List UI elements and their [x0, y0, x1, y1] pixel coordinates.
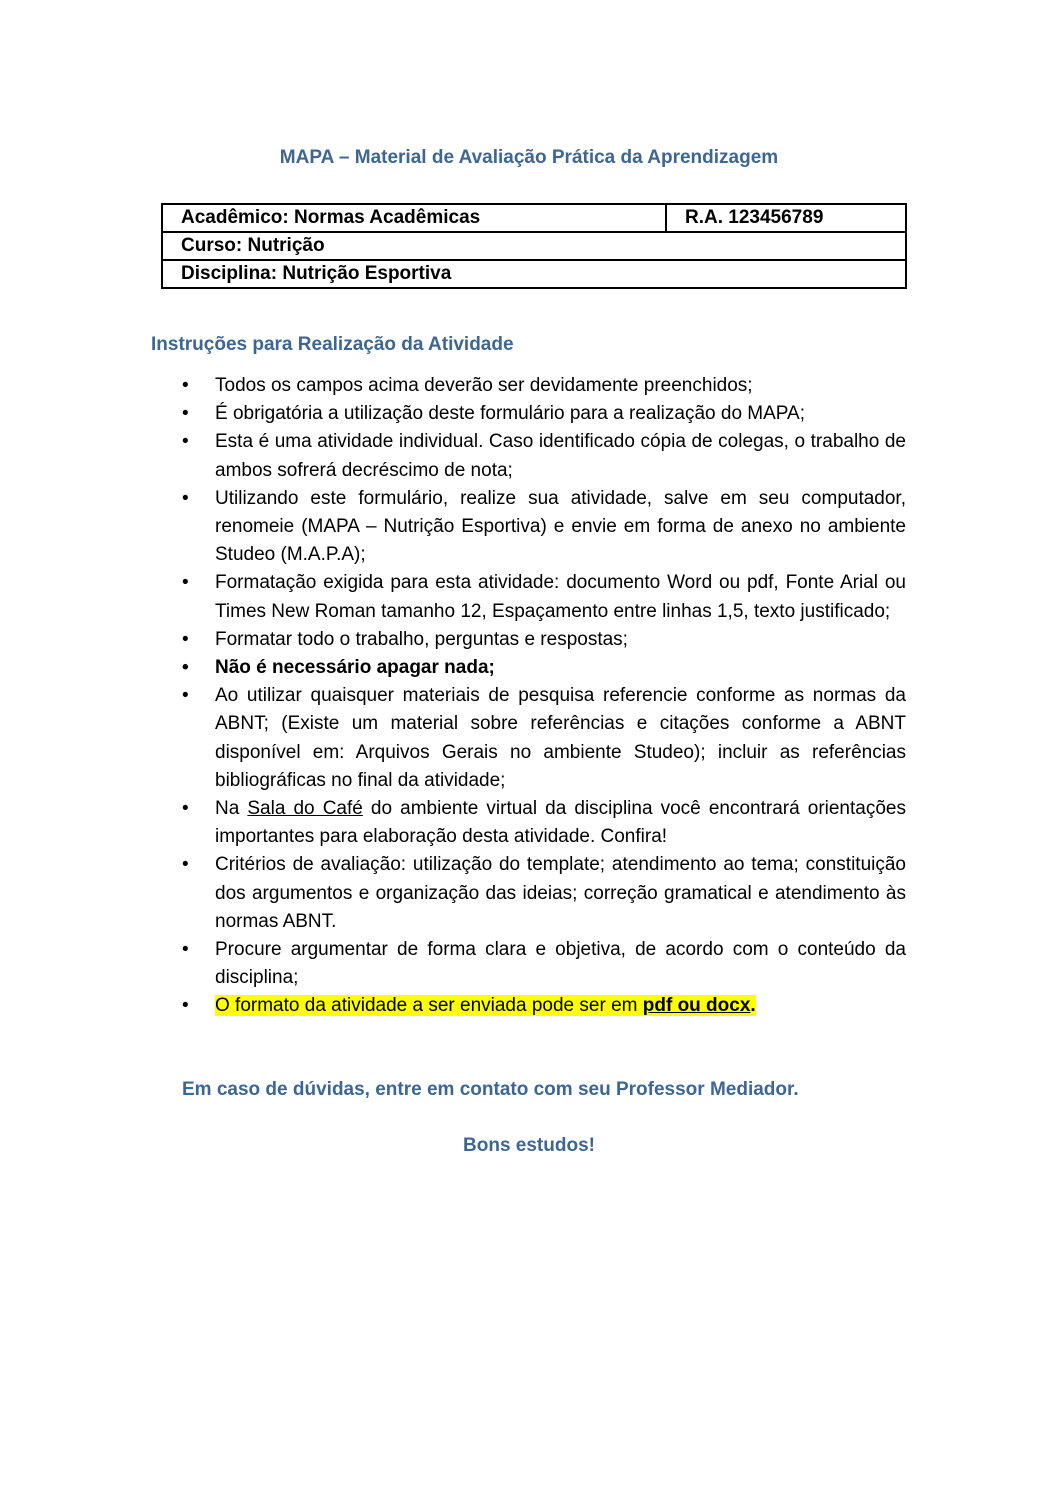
bullet-icon: •: [182, 995, 189, 1017]
list-item: [182, 936, 906, 992]
list-item: [182, 851, 906, 936]
list-item-text-after: .: [750, 995, 756, 1017]
list-item-text: Utilizando este formulário, realize sua atividade, salve em seu computador, renomeie (MAPA – Nutrição Esportiva) e envie em forma de anexo no ambiente Studeo (M.A.P.A);: [215, 487, 906, 566]
highlighted-text: [215, 995, 756, 1016]
instructions-heading: Instruções para Realização da Atividade: [151, 334, 514, 355]
bullet-icon: •: [182, 657, 189, 679]
list-item: [182, 485, 906, 570]
disciplina-cell: Disciplina: Nutrição Esportiva: [162, 260, 906, 288]
list-item: [182, 795, 906, 851]
list-item: [182, 428, 906, 484]
curso-cell: Curso: Nutrição: [162, 232, 906, 260]
bullet-icon: •: [182, 628, 189, 650]
bullet-icon: •: [182, 431, 189, 453]
list-item-text-before: Na: [215, 798, 248, 820]
bullet-icon: •: [182, 487, 189, 509]
table-row: [162, 204, 906, 232]
list-item: [182, 682, 906, 795]
list-item-text: Formatação exigida para esta atividade: documento Word ou pdf, Fonte Arial ou Times New Roman tamanho 12, Espaçamento entre linhas 1,5, texto justificado;: [215, 572, 906, 622]
list-item: [182, 992, 906, 1020]
document-title: MAPA – Material de Avaliação Prática da Aprendizagem: [279, 147, 779, 168]
list-item: [182, 372, 906, 400]
ra-cell: R.A. 123456789: [666, 204, 906, 232]
bullet-icon: •: [182, 685, 189, 707]
bullet-icon: •: [182, 854, 189, 876]
list-item-text: Esta é uma atividade individual. Caso identificado cópia de colegas, o trabalho de ambos sofrerá decréscimo de nota;: [215, 431, 906, 481]
list-item-text-after: do ambiente virtual da disciplina você encontrará orientações importantes para elaboração desta atividade. Confira!: [215, 798, 906, 848]
list-item: [182, 626, 906, 654]
list-item-text: Procure argumentar de forma clara e objetiva, de acordo com o conteúdo da disciplina;: [215, 939, 906, 989]
bullet-icon: •: [182, 939, 189, 961]
list-item-text: Formatar todo o trabalho, perguntas e respostas;: [215, 628, 628, 650]
academico-cell: Acadêmico: Normas Acadêmicas: [162, 204, 666, 232]
format-emphasis: pdf ou docx: [642, 995, 751, 1017]
list-item-text: Todos os campos acima deverão ser devidamente preenchidos;: [215, 375, 753, 396]
list-item: [182, 569, 906, 625]
closing-line: Bons estudos!: [463, 1135, 595, 1156]
table-row: [162, 232, 906, 260]
list-item-text: Critérios de avaliação: utilização do template; atendimento ao tema; constituição dos argumentos e organização das ideias; correção gramatical e atendimento às normas ABNT.: [215, 854, 906, 932]
list-item: [182, 654, 906, 682]
list-item-text: Não é necessário apagar nada;: [215, 657, 495, 679]
table-row: [162, 260, 906, 288]
sala-do-cafe-link[interactable]: Sala do Café: [247, 798, 363, 820]
bullet-icon: •: [182, 572, 189, 594]
student-info-table: [161, 203, 907, 289]
bullet-icon: •: [182, 375, 189, 396]
list-item-text: É obrigatória a utilização deste formulário para a realização do MAPA;: [215, 403, 806, 425]
list-item: [182, 400, 906, 428]
instructions-list: [0, 372, 1058, 1021]
list-item-text: Ao utilizar quaisquer materiais de pesquisa referencie conforme as normas da ABNT; (Existe um material sobre referências e citações conforme a ABNT disponível em: Arquivos Gerais no ambiente Studeo); incluir as referências bibliográficas no final da atividade;: [215, 685, 906, 791]
list-item-text-before: O formato da atividade a ser enviada pode ser em: [215, 995, 643, 1017]
bullet-icon: •: [182, 403, 189, 425]
contact-line: Em caso de dúvidas, entre em contato com seu Professor Mediador.: [182, 1079, 799, 1100]
bullet-icon: •: [182, 798, 189, 820]
